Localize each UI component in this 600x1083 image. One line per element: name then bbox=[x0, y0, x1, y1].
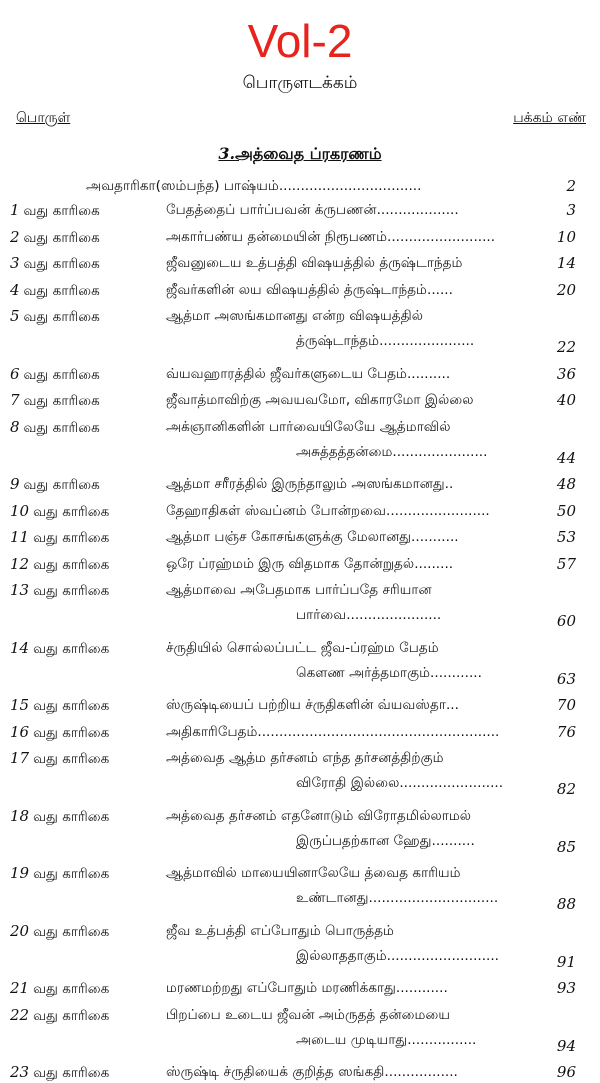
toc-entry-page: 63 bbox=[556, 669, 576, 688]
karika-number: 5 bbox=[10, 307, 20, 325]
karika-label bbox=[10, 1062, 109, 1083]
toc-entry-title: ச்ருதியில் சொல்லப்பட்ட ஜீவ-ப்ரஹ்ம பேதம் bbox=[166, 639, 439, 656]
karika-word: வது காரிகை bbox=[33, 981, 110, 997]
toc-entry-page: 40 bbox=[556, 391, 576, 409]
karika-label bbox=[10, 390, 100, 411]
section-name: அத்வைத ப்ரகரணம் bbox=[235, 144, 382, 163]
toc-entry-title: ஸ்ருஷ்டி ச்ருதியைக் குறித்த ஸங்கதி................. bbox=[166, 1064, 458, 1080]
karika-label bbox=[10, 806, 109, 827]
karika-number: 10 bbox=[10, 501, 30, 520]
section-title bbox=[0, 144, 600, 164]
karika-number: 7 bbox=[10, 391, 20, 409]
karika-word: வது காரிகை bbox=[33, 1007, 110, 1024]
toc-entry-page: 3 bbox=[566, 201, 576, 219]
toc-entry-page: 70 bbox=[556, 696, 576, 714]
toc-entry-title: ஆத்மா சரீரத்தில் இருந்தாலும் அஸங்கமானது.. bbox=[166, 476, 454, 492]
column-header-subject: பொருள் bbox=[16, 110, 71, 126]
toc-entry-title: ஸ்ருஷ்டியைப் பற்றிய ச்ருதிகளின் வ்யவஸ்தா... bbox=[166, 697, 459, 713]
toc-entry-page: 44 bbox=[556, 448, 576, 467]
karika-word: வது காரிகை bbox=[23, 366, 100, 383]
toc-entry-title-continued: அசுத்தத்தன்மை...................... bbox=[296, 443, 488, 460]
karika-number: 4 bbox=[10, 280, 20, 299]
karika-word: வது காரிகை bbox=[23, 309, 100, 325]
karika-number: 12 bbox=[10, 554, 30, 573]
toc-entry-page: 93 bbox=[556, 979, 576, 997]
toc-entry-title-continued: உண்டானது.............................. bbox=[296, 890, 499, 906]
toc-entry-page: 22 bbox=[556, 338, 576, 356]
karika-word: வது காரிகை bbox=[33, 503, 110, 520]
karika-word: வது காரிகை bbox=[33, 724, 110, 741]
toc-entry-title: வ்யவஹாரத்தில் ஜீவர்களுடைய பேதம்.......... bbox=[166, 365, 451, 382]
toc-entry-page: 82 bbox=[556, 780, 576, 798]
karika-word: வது காரிகை bbox=[33, 556, 110, 573]
toc-entry-title: மரணமற்றது எப்போதும் மரணிக்காது............ bbox=[166, 980, 448, 996]
karika-label bbox=[10, 638, 109, 659]
toc-entry-title: ஜீவர்களின் லய விஷயத்தில் த்ருஷ்டாந்தம்...... bbox=[166, 281, 453, 298]
karika-number: 8 bbox=[10, 417, 20, 436]
karika-number: 2 bbox=[10, 227, 20, 246]
toc-entry-page: 50 bbox=[556, 501, 576, 520]
toc-entry-title: ஆத்மாவில் மாயையினாலேயே த்வைத காரியம் bbox=[166, 865, 461, 881]
karika-word: வது காரிகை bbox=[33, 698, 110, 714]
karika-label bbox=[10, 417, 100, 438]
karika-word: வது காரிகை bbox=[23, 256, 100, 272]
toc-entry-title: ஆத்மாவை அபேதமாக பார்ப்பதே சரியான bbox=[166, 582, 432, 598]
karika-word: வது காரிகை bbox=[23, 282, 100, 299]
toc-entry-page: 85 bbox=[556, 837, 576, 856]
volume-label: Vol-2 bbox=[247, 15, 353, 67]
karika-label bbox=[10, 253, 100, 274]
karika-word: வது காரிகை bbox=[23, 203, 100, 219]
toc-entry-title: தேஹாதிகள் ஸ்வப்னம் போன்றவை........................ bbox=[166, 502, 490, 519]
karika-number: 6 bbox=[10, 364, 20, 383]
toc-entry-page: 91 bbox=[556, 952, 576, 971]
karika-number: 17 bbox=[10, 749, 30, 767]
karika-label bbox=[10, 364, 100, 385]
toc-entry-title-continued: கௌண அர்த்தமாகும்............ bbox=[296, 664, 482, 681]
karika-word: வது காரிகை bbox=[23, 393, 100, 409]
toc-entry-title: ஆத்மா அஸங்கமானது என்ற விஷயத்தில் bbox=[166, 308, 424, 324]
karika-word: வது காரிகை bbox=[23, 419, 100, 436]
karika-label bbox=[10, 306, 100, 327]
karika-word: வது காரிகை bbox=[33, 923, 110, 940]
toc-entry-title-continued: த்ருஷ்டாந்தம்...................... bbox=[296, 333, 475, 349]
toc-entry-page: 36 bbox=[556, 364, 576, 383]
karika-label bbox=[10, 722, 109, 743]
column-header-page: பக்கம் எண் bbox=[513, 110, 586, 126]
toc-entry-title: அத்வைத ஆத்ம தர்சனம் எந்த தர்சனத்திற்கும் bbox=[166, 750, 444, 766]
toc-entry-title: ஜீவனுடைய உத்பத்தி விஷயத்தில் த்ருஷ்டாந்தம் bbox=[166, 255, 463, 271]
karika-word: வது காரிகை bbox=[33, 583, 110, 599]
karika-label bbox=[10, 200, 100, 221]
karika-number: 14 bbox=[10, 638, 30, 657]
toc-entry-title: ஜீவாத்மாவிற்கு அவயவமோ, விகாரமோ இல்லை bbox=[166, 392, 474, 408]
toc-entry-page: 88 bbox=[556, 895, 576, 913]
toc-entry-title-continued: இல்லாததாகும்.......................... bbox=[296, 947, 499, 964]
karika-word: வது காரிகை bbox=[33, 1065, 110, 1081]
section-number: 3. bbox=[218, 144, 236, 163]
toc-entry-title: அத்வைத தர்சனம் எதனோடும் விரோதமில்லாமல் bbox=[166, 807, 472, 824]
karika-word: வது காரிகை bbox=[33, 866, 110, 882]
karika-number: 1 bbox=[10, 201, 20, 219]
karika-number: 9 bbox=[10, 475, 20, 493]
toc-intro-page: 2 bbox=[566, 177, 576, 195]
karika-number: 21 bbox=[10, 979, 30, 997]
karika-number: 3 bbox=[10, 254, 20, 272]
toc-entry-title-continued: இருப்பதற்கான ஹேது.......... bbox=[296, 832, 475, 849]
karika-label bbox=[10, 227, 100, 248]
karika-number: 15 bbox=[10, 696, 30, 714]
karika-label bbox=[10, 863, 109, 884]
toc-entry-page: 10 bbox=[556, 227, 576, 246]
karika-label bbox=[10, 474, 100, 495]
karika-number: 20 bbox=[10, 921, 30, 940]
karika-number: 16 bbox=[10, 722, 30, 741]
toc-entry-title: ஒரே ப்ரஹ்மம் இரு விதமாக தோன்றுதல்......... bbox=[166, 555, 454, 572]
karika-number: 22 bbox=[10, 1005, 30, 1024]
toc-entry-title: அதிகாரிபேதம்........................................................ bbox=[166, 723, 500, 740]
karika-label bbox=[10, 501, 109, 522]
toc-entry-title-continued: அடைய முடியாது................ bbox=[296, 1031, 477, 1048]
karika-label bbox=[10, 1005, 109, 1026]
toc-entry-title: அக்ஞானிகளின் பார்வையிலேயே ஆத்மாவில் bbox=[166, 418, 451, 435]
toc-entry-page: 94 bbox=[556, 1036, 576, 1055]
toc-entry-title: ஆத்மா பஞ்ச கோசங்களுக்கு மேலானது........... bbox=[166, 529, 459, 545]
toc-entry-page: 60 bbox=[556, 612, 576, 630]
toc-entry-title-continued: பார்வை...................... bbox=[296, 607, 442, 623]
toc-entry-page: 14 bbox=[556, 254, 576, 272]
toc-entry-page: 53 bbox=[556, 528, 576, 546]
toc-entry-page: 57 bbox=[556, 554, 576, 573]
karika-label bbox=[10, 280, 100, 301]
toc-entry-page: 76 bbox=[556, 722, 576, 741]
toc-entry-title-continued: விரோதி இல்லை........................ bbox=[296, 775, 504, 791]
toc-entry-title: பேதத்தைப் பார்ப்பவன் க்ருபணன்................... bbox=[166, 202, 459, 218]
karika-number: 11 bbox=[10, 528, 30, 546]
toc-entry-page: 20 bbox=[556, 280, 576, 299]
karika-word: வது காரிகை bbox=[33, 751, 110, 767]
toc-entry-title: ஜீவ உத்பத்தி எப்போதும் பொருத்தம் bbox=[166, 922, 394, 939]
toc-entry-page: 96 bbox=[556, 1063, 576, 1081]
karika-word: வது காரிகை bbox=[23, 229, 100, 246]
toc-entry-title: பிறப்பை உடைய ஜீவன் அம்ருதத் தன்மையை bbox=[166, 1006, 450, 1023]
toc-entry-page: 48 bbox=[556, 475, 576, 493]
karika-label bbox=[10, 695, 109, 716]
karika-label bbox=[10, 554, 109, 575]
karika-word: வது காரிகை bbox=[33, 808, 110, 825]
karika-word: வது காரிகை bbox=[23, 477, 100, 493]
toc-entry-title: அகார்பண்ய தன்மையின் நிரூபணம்......................... bbox=[166, 228, 496, 245]
karika-label bbox=[10, 978, 109, 999]
karika-number: 19 bbox=[10, 864, 30, 882]
karika-label bbox=[10, 748, 109, 769]
karika-number: 13 bbox=[10, 581, 30, 599]
karika-word: வது காரிகை bbox=[33, 640, 110, 657]
contents-title: பொருளடக்கம் bbox=[242, 73, 358, 93]
karika-word: வது காரிகை bbox=[33, 530, 110, 546]
karika-label bbox=[10, 921, 109, 942]
karika-number: 18 bbox=[10, 806, 30, 825]
karika-label bbox=[10, 580, 109, 601]
toc-intro-title: அவதாரிகா(ஸம்பந்த) பாஷ்யம்................................. bbox=[86, 178, 422, 194]
karika-number: 23 bbox=[10, 1063, 30, 1081]
karika-label bbox=[10, 527, 109, 548]
